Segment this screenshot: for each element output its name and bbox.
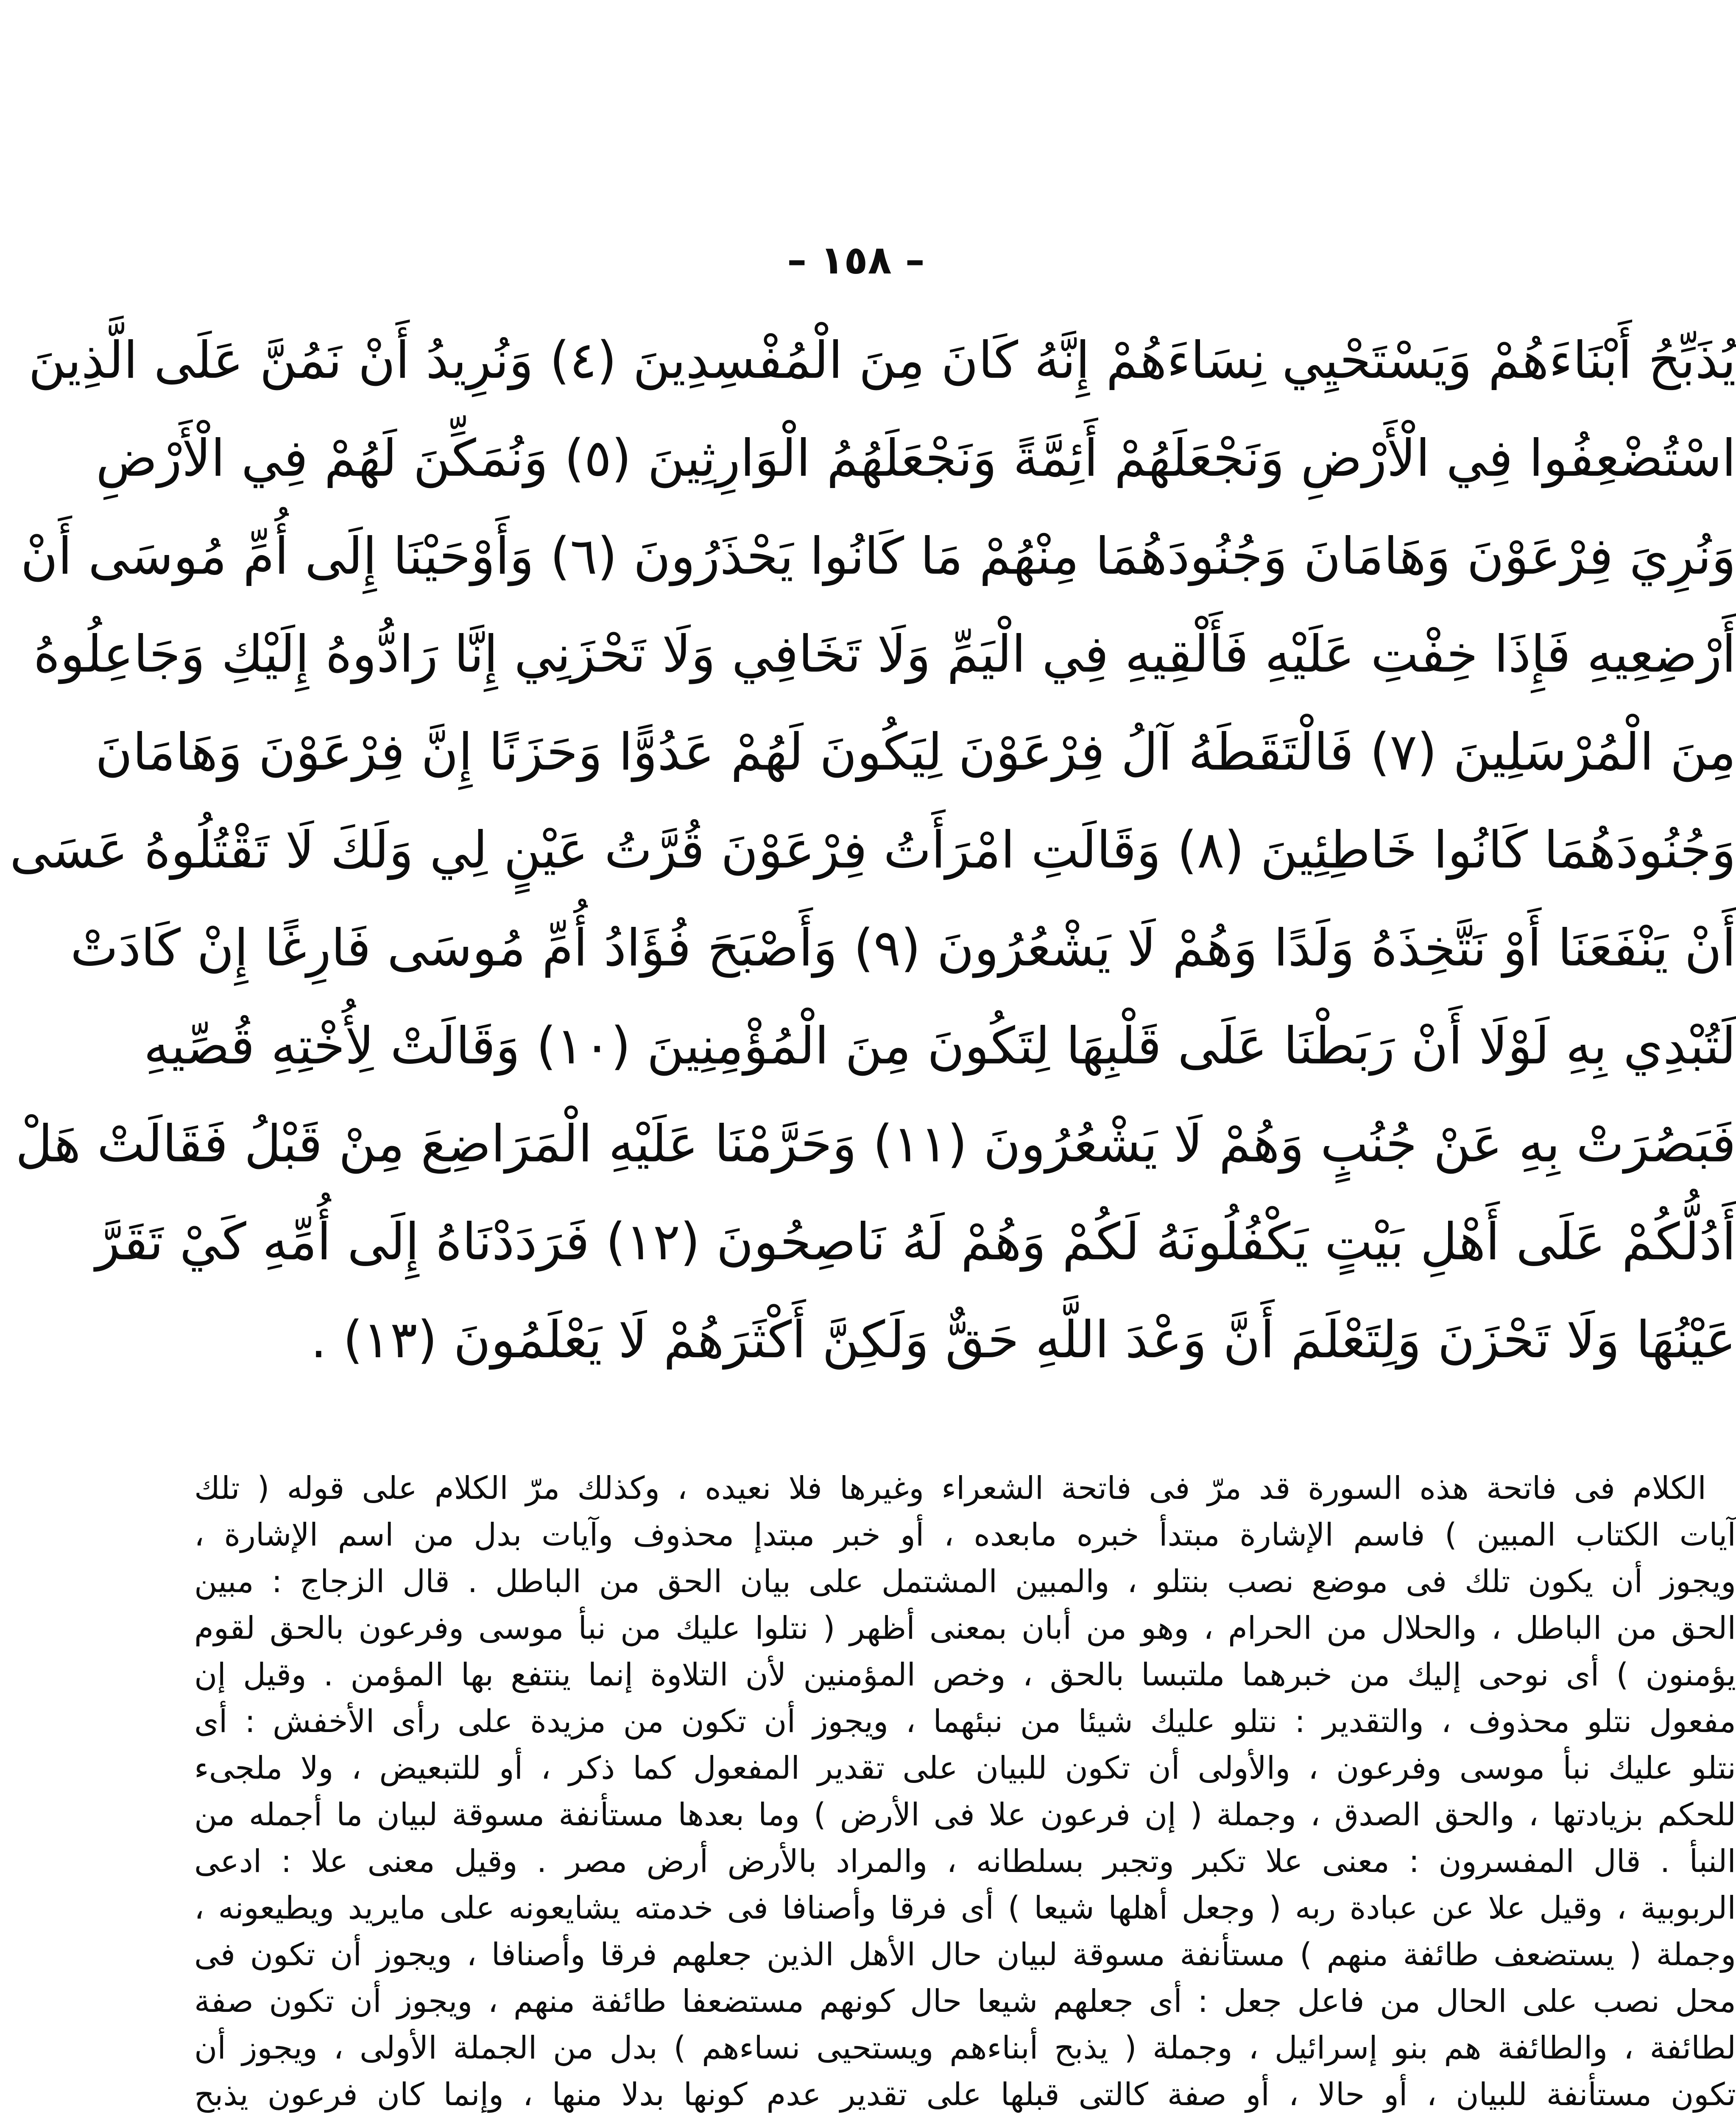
verse-line: أَدُلُّكُمْ عَلَى أَهْلِ بَيْتٍ يَكْفُلُونَهُ لَكُمْ وَهُمْ لَهُ نَاصِحُونَ (١٢) فَرَدَدْنَاهُ إِلَى أُمِّهِ كَيْ تَقَرَّ [95,1213,1736,1272]
commentary-line: مفعول نتلو محذوف ، والتقدير : نتلو عليك شيئا من نبئهما ، ويجوز أن تكون من مزيدة على رأى الأخفش : أى [194,1703,1736,1740]
commentary-line: يؤمنون ) أى نوحى إليك من خبرهما ملتبسا بالحق ، وخص المؤمنين لأن التلاوة إنما ينتفع بها المؤمن . وقيل إن [194,1657,1736,1693]
verse-line: عَيْنُهَا وَلَا تَحْزَنَ وَلِتَعْلَمَ أَنَّ وَعْدَ اللَّهِ حَقٌّ وَلَكِنَّ أَكْثَرَهُمْ لَا يَعْلَمُونَ (١٣) . [310,1311,1736,1370]
commentary-line: محل نصب على الحال من فاعل جعل : أى جعلهم شيعا حال كونهم مستضعفا طائفة منهم ، ويجوز أن تكون صفة [194,1983,1736,2020]
commentary-line: للحكم بزيادتها ، والحق الصدق ، وجملة ( إن فرعون علا فى الأرض ) وما بعدها مستأنفة مسوقة لبيان ما أجمله من [194,1796,1736,1833]
verse-line: فَبَصُرَتْ بِهِ عَنْ جُنُبٍ وَهُمْ لَا يَشْعُرُونَ (١١) وَحَرَّمْنَا عَلَيْهِ الْمَرَاضِعَ مِنْ قَبْلُ فَقَالَتْ هَلْ [15,1115,1736,1174]
verse-line: وَنُرِيَ فِرْعَوْنَ وَهَامَانَ وَجُنُودَهُمَا مِنْهُمْ مَا كَانُوا يَحْذَرُونَ (٦) وَأَوْحَيْنَا إِلَى أُمِّ مُوسَى أَنْ [20,527,1736,586]
commentary-line: الربوبية ، وقيل علا عن عبادة ربه ( وجعل أهلها شيعا ) أى فرقا وأصنافا فى خدمته يشايعونه على مايريد ويطيعونه ، [194,1890,1736,1926]
verse-line: أَنْ يَنْفَعَنَا أَوْ نَتَّخِذَهُ وَلَدًا وَهُمْ لَا يَشْعُرُونَ (٩) وَأَصْبَحَ فُؤَادُ أُمِّ مُوسَى فَارِغًا إِنْ كَادَتْ [70,919,1736,978]
verse-line: يُذَبِّحُ أَبْنَاءَهُمْ وَيَسْتَحْيِي نِسَاءَهُمْ إِنَّهُ كَانَ مِنَ الْمُفْسِدِينَ (٤) وَنُرِيدُ أَنْ نَمُنَّ عَلَى الَّذِينَ [28,331,1736,390]
verse-line: أَرْضِعِيهِ فَإِذَا خِفْتِ عَلَيْهِ فَأَلْقِيهِ فِي الْيَمِّ وَلَا تَخَافِي وَلَا تَحْزَنِي إِنَّا رَادُّوهُ إِلَيْكِ وَجَاعِلُوهُ [33,625,1736,684]
commentary-line: لطائفة ، والطائفة هم بنو إسرائيل ، وجملة ( يذبح أبناءهم ويستحيى نساءهم ) بدل من الجملة الأولى ، ويجوز أن [194,2030,1736,2066]
quran-text [9,312,1736,1389]
commentary-line: آيات الكتاب المبين ) فاسم الإشارة مبتدأ خبره مابعده ، أو خبر مبتدإ محذوف وآيات بدل من اسم الإشارة ، [194,1517,1736,1553]
page-number: – ١٥٨ – [787,237,925,283]
commentary-line: نتلو عليك نبأ موسى وفرعون ، والأولى أن تكون للبيان على تقدير المفعول كما ذكر ، أو للتبعيض ، ولا ملجىء [194,1750,1736,1786]
commentary-line: الحق من الباطل ، والحلال من الحرام ، وهو من أبان بمعنى أظهر ( نتلوا عليك من نبأ موسى وفرعون بالحق لقوم [194,1610,1736,1646]
commentary-line: الكلام فى فاتحة هذه السورة قد مرّ فى فاتحة الشعراء وغيرها فلا نعيده ، وكذلك مرّ الكلام على قوله ( تلك [194,1470,1706,1506]
verse-line: اسْتُضْعِفُوا فِي الْأَرْضِ وَنَجْعَلَهُمْ أَئِمَّةً وَنَجْعَلَهُمُ الْوَارِثِينَ (٥) وَنُمَكِّنَ لَهُمْ فِي الْأَرْضِ [95,429,1736,488]
verse-line: مِنَ الْمُرْسَلِينَ (٧) فَالْتَقَطَهُ آلُ فِرْعَوْنَ لِيَكُونَ لَهُمْ عَدُوًّا وَحَزَنًا إِنَّ فِرْعَوْنَ وَهَامَانَ [95,723,1736,782]
commentary-line: تكون مستأنفة للبيان ، أو حالا ، أو صفة كالتى قبلها على تقدير عدم كونها بدلا منها ، وإنما كان فرعون يذبح [194,2076,1736,2113]
verse-line: لَتُبْدِي بِهِ لَوْلَا أَنْ رَبَطْنَا عَلَى قَلْبِهَا لِتَكُونَ مِنَ الْمُؤْمِنِينَ (١٠) وَقَالَتْ لِأُخْتِهِ قُصِّيهِ [143,1017,1736,1076]
commentary-line: وجملة ( يستضعف طائفة منهم ) مستأنفة مسوقة لبيان حال الأهل الذين جعلهم فرقا وأصنافا ، ويجوز أن تكون فى [194,1936,1736,1973]
commentary-line: النبأ . قال المفسرون : معنى علا تكبر وتجبر بسلطانه ، والمراد بالأرض أرض مصر . وقيل معنى علا : ادعى [194,1843,1736,1880]
verse-line: وَجُنُودَهُمَا كَانُوا خَاطِئِينَ (٨) وَقَالَتِ امْرَأَتُ فِرْعَوْنَ قُرَّتُ عَيْنٍ لِي وَلَكَ لَا تَقْتُلُوهُ عَسَى [9,821,1736,880]
commentary-line: ويجوز أن يكون تلك فى موضع نصب بنتلو ، والمبين المشتمل على بيان الحق من الباطل . قال الزجاج : مبين [194,1563,1736,1600]
commentary-text [194,1465,1736,2118]
